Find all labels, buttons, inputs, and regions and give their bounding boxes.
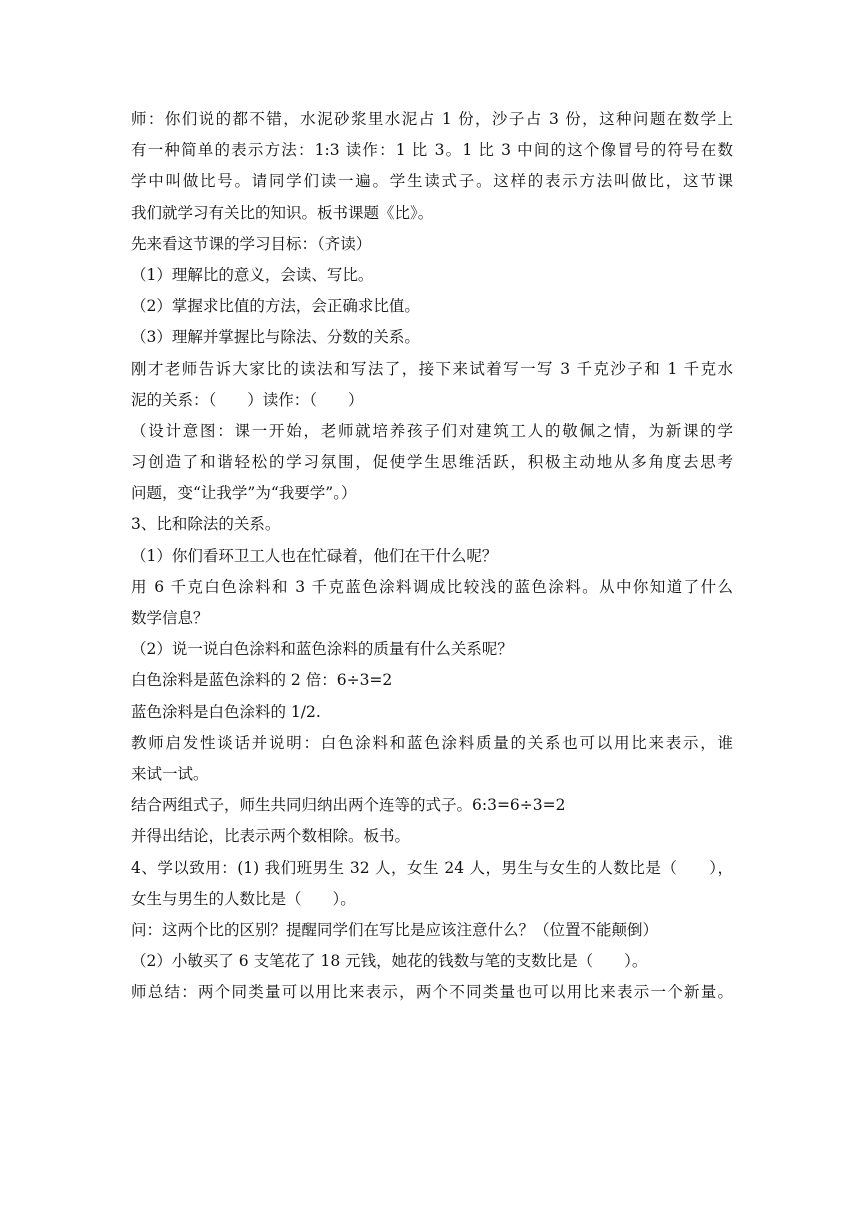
objective-item: （1）理解比的意义，会读、写比。	[131, 265, 374, 284]
paragraph-line: 有一种简单的表示方法：1:3 读作：1 比 3。1 比 3 中间的这个像冒号的符号在数	[131, 141, 733, 160]
paragraph-line: 刚才老师告诉大家比的读法和写法了，接下来试着写一写 3 千克沙子和 1 千克水	[131, 359, 733, 378]
summary-line: 师总结：两个同类量可以用比来表示，两个不同类量也可以用比来表示一个新量。	[131, 983, 733, 1002]
paragraph-line: 来试一试。	[131, 764, 209, 783]
paragraph-line: 师：你们说的都不错，水泥砂浆里水泥占 1 份，沙子占 3 份，这种问题在数学上	[131, 110, 733, 128]
document-body	[131, 104, 733, 1008]
section-heading: 4、学以致用：(1) 我们班男生 32 人，女生 24 人，男生与女生的人数比是（ ），	[131, 858, 733, 877]
equation-line: 蓝色涂料是白色涂料的 1/2.	[131, 702, 321, 721]
question-line: 问：这两个比的区别？提醒同学们在写比是应该注意什么？（位置不能颠倒）	[131, 920, 659, 939]
paragraph-line: 泥的关系：（ ）读作：（ ）	[131, 390, 364, 409]
paragraph-line: 我们就学习有关比的知识。板书课题《比》。	[131, 203, 434, 222]
design-intent-line: 习创造了和谐轻松的学习氛围，促使学生思维活跃，积极主动地从多角度去思考	[131, 453, 733, 472]
section-heading: 3、比和除法的关系。	[131, 515, 281, 534]
paragraph-line: 用 6 千克白色涂料和 3 千克蓝色涂料调成比较浅的蓝色涂料。从中你知道了什么	[131, 577, 733, 596]
question-line: （1）你们看环卫工人也在忙碌着，他们在干什么呢？	[131, 546, 498, 565]
design-intent-line: 问题，变“让我学”为“我要学”。）	[131, 484, 357, 503]
question-line: （2）说一说白色涂料和蓝色涂料的质量有什么关系呢？	[131, 640, 513, 659]
objective-item: （2）掌握求比值的方法，会正确求比值。	[131, 297, 420, 316]
paragraph-line: 教师启发性谈话并说明：白色涂料和蓝色涂料质量的关系也可以用比来表示，谁	[131, 733, 733, 752]
equation-line: 结合两组式子，师生共同归纳出两个连等的式子。6:3=6÷3=2	[131, 796, 566, 815]
design-intent-line: （设计意图：课一开始，老师就培养孩子们对建筑工人的敬佩之情，为新课的学	[131, 421, 733, 440]
paragraph-line: 并得出结论，比表示两个数相除。板书。	[131, 827, 411, 846]
equation-line: 白色涂料是蓝色涂料的 2 倍：6÷3=2	[131, 671, 393, 690]
question-line: （2）小敏买了 6 支笔花了 18 元钱，她花的钱数与笔的支数比是（ ）。	[131, 952, 648, 971]
paragraph-line: 数学信息？	[131, 609, 209, 627]
paragraph-line: 学中叫做比号。请同学们读一遍。学生读式子。这样的表示方法叫做比，这节课	[131, 172, 733, 191]
paragraph-line: 女生与男生的人数比是（ ）。	[131, 889, 356, 908]
objective-item: （3）理解并掌握比与除法、分数的关系。	[131, 328, 420, 347]
paragraph-line: 先来看这节课的学习目标：（齐读）	[131, 234, 372, 253]
